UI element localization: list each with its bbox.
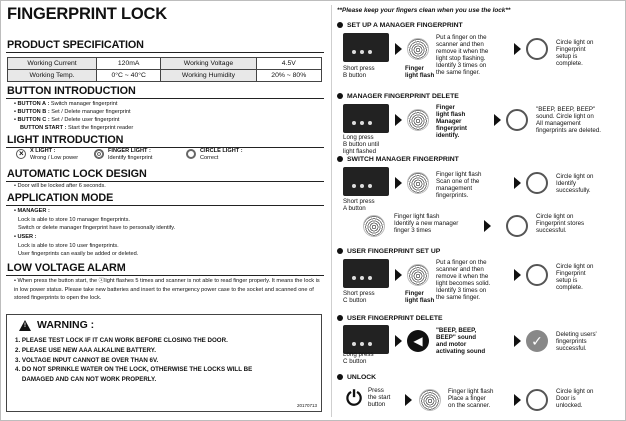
press-label: Short press B button	[343, 65, 375, 79]
step-desc: Finger light flash Manager fingerprint identify.	[436, 104, 467, 139]
user-line: Lock is able to store 10 user fingerprints.	[18, 243, 119, 249]
circle-light-icon	[526, 264, 548, 286]
press-label: Press the start button	[368, 387, 391, 408]
rule	[6, 275, 324, 276]
button-value: Start the fingerprint reader	[66, 125, 134, 131]
warning-triangle-icon: !	[19, 320, 31, 331]
spec-heading: PRODUCT SPECIFICATION	[7, 39, 144, 51]
button-value: Set / Delete manager fingerprint	[49, 109, 131, 115]
arrow-icon	[395, 43, 402, 55]
step-result: Circle light on Door is unlocked.	[556, 388, 594, 409]
fingerprint-icon	[94, 149, 104, 159]
arrow-icon	[514, 269, 521, 281]
step-result: Circle light on Fingerprint setup is complete.	[556, 39, 594, 67]
bullet-icon	[337, 156, 343, 162]
bullet-icon	[337, 22, 343, 28]
arrow-icon	[395, 269, 402, 281]
flash-label: Finger light flash	[405, 290, 435, 304]
button-value: Switch manager fingerprint	[49, 101, 118, 107]
arrow-icon	[395, 177, 402, 189]
table-cell: Working Voltage	[161, 58, 256, 70]
button-item	[14, 108, 131, 116]
user-label: • USER :	[14, 234, 37, 240]
arrow-icon	[494, 114, 501, 126]
circle-light-icon	[526, 38, 548, 60]
arrow-icon	[514, 394, 521, 406]
table-cell: 0°C ~ 40°C	[96, 70, 160, 82]
step-result: "BEEP, BEEP, BEEP" sound. Circle light on All management fingerprints are deleted.	[536, 106, 602, 134]
button-key: • BUTTON C :	[14, 117, 50, 123]
step-result: Circle light on Identify successfully.	[556, 173, 594, 194]
fingerprint-icon	[407, 172, 429, 194]
check-icon: ✓	[526, 330, 548, 352]
arrow-icon	[514, 43, 521, 55]
step-heading: UNLOCK	[337, 374, 376, 381]
lock-panel-icon	[343, 259, 389, 288]
table-cell: Working Current	[8, 58, 97, 70]
user-line: User fingerprints can easily be added or deleted.	[18, 251, 139, 257]
alarm-heading: LOW VOLTAGE ALARM	[7, 262, 126, 274]
step-result: Deleting users' fingerprints successful.	[556, 331, 597, 352]
spec-table	[7, 57, 322, 82]
fingerprint-icon	[407, 264, 429, 286]
fingerprint-icon	[407, 109, 429, 131]
step-result: Circle light on Fingerprint stores successful.	[536, 213, 585, 234]
step-result: Circle light on Fingerprint setup is complete.	[556, 263, 594, 291]
manager-line: Switch or delete manager fingerprint have to personally identify.	[18, 225, 176, 231]
fingerprint-icon	[407, 38, 429, 60]
press-label: Long press B button until light flashed	[343, 134, 380, 155]
press-label: Short press A button	[343, 198, 375, 212]
manager-line: Lock is able to store 10 manager fingerprints.	[18, 217, 130, 223]
step-heading: SET UP A MANAGER FINGERPRINT	[337, 22, 463, 29]
step-desc: Finger light flash Scan one of the management fingerprints.	[436, 171, 482, 199]
fingerprint-icon	[363, 215, 385, 237]
alarm-text: • When press the button start, the ⓧlight flashes 5 times and scanner is not able to read finger properly. It means the lock is in low power status. Please take new batteries and insert to the emergency power case to the socket and scanned one of stored fingerprints to open the lock.	[14, 278, 320, 301]
button-value: Set / Delete user fingerprint	[49, 117, 120, 123]
step-desc: Put a finger on the scanner and then remove it when the light becomes solid. Identify 3 times on the same finger.	[436, 259, 491, 301]
button-key: • BUTTON B :	[14, 109, 50, 115]
x-light-icon: ×	[16, 149, 26, 159]
step-desc: Finger light flash Identify a new manager finger 3 times	[394, 213, 459, 234]
finger-light-label: FINGER LIGHT : Identify fingerprint	[108, 148, 153, 161]
page-title: FINGERPRINT LOCK	[7, 5, 167, 23]
warning-item: DAMAGED AND CAN NOT WORK PROPERLY.	[15, 376, 157, 384]
press-label: Short press C button	[343, 290, 375, 304]
circle-light-icon	[186, 149, 196, 159]
table-cell: Working Temp.	[8, 70, 97, 82]
arrow-icon	[484, 220, 491, 232]
step-heading: USER FINGERPRINT SET UP	[337, 248, 440, 255]
button-item	[20, 124, 133, 132]
lock-panel-icon	[343, 33, 389, 62]
step-desc: Put a finger on the scanner and then remove it when the light stop flashing. Identify 3 times on the same finger.	[436, 34, 489, 76]
rule	[6, 52, 324, 53]
step-desc: Finger light flash Place a finger on the scanner.	[448, 388, 494, 409]
circle-light-icon	[506, 215, 528, 237]
arrow-icon	[514, 335, 521, 347]
arrow-icon	[395, 335, 402, 347]
manager-label: • MANAGER :	[14, 208, 50, 214]
rule	[6, 98, 324, 99]
arrow-icon	[395, 114, 402, 126]
doc-code: 20170713	[296, 403, 317, 408]
bullet-icon	[337, 93, 343, 99]
warning-box	[6, 314, 322, 412]
circle-light-label: CIRCLE LIGHT : Correct	[200, 148, 243, 161]
step-heading: USER FINGERPRINT DELETE	[337, 315, 443, 322]
button-key: BUTTON START :	[20, 125, 67, 131]
lock-panel-icon	[343, 104, 389, 133]
button-key: • BUTTON A :	[14, 101, 50, 107]
circle-light-icon	[506, 109, 528, 131]
warning-item: 2. PLEASE USE NEW AAA ALKALINE BATTERY.	[15, 346, 156, 354]
light-heading: LIGHT INTRODUCTION	[7, 134, 124, 146]
table-cell: 120mA	[96, 58, 160, 70]
light-legend	[14, 148, 314, 166]
bullet-icon	[337, 374, 343, 380]
x-light-label: X LIGHT : Wrong / Low power	[30, 148, 79, 161]
circle-light-icon	[526, 172, 548, 194]
warning-list	[15, 336, 252, 385]
warning-item: 3. VOLTAGE INPUT CANNOT BE OVER THAN 6V.	[15, 356, 159, 364]
flash-label: Finger light flash	[405, 65, 435, 79]
bullet-icon	[337, 315, 343, 321]
power-icon: ⏻	[346, 388, 362, 410]
circle-light-icon	[526, 389, 548, 411]
arrow-icon	[514, 177, 521, 189]
speaker-icon: ◀	[407, 330, 429, 352]
step-desc: "BEEP, BEEP, BEEP" sound and motor activating sound	[436, 327, 486, 355]
clean-finger-note: **Please keep your fingers clean when you use the lock**	[337, 7, 511, 14]
warning-item: 1. PLEASE TEST LOCK IF IT CAN WORK BEFORE CLOSING THE DOOR.	[15, 337, 228, 344]
arrow-icon	[405, 394, 412, 406]
table-cell: Working Humidity	[161, 70, 256, 82]
column-divider	[331, 5, 332, 417]
press-label: Long press C button	[343, 351, 374, 365]
mode-heading: APPLICATION MODE	[7, 192, 114, 204]
fingerprint-icon	[419, 389, 441, 411]
step-heading: MANAGER FINGERPRINT DELETE	[337, 93, 459, 100]
table-cell: 20% ~ 80%	[256, 70, 321, 82]
lock-panel-icon	[343, 325, 389, 354]
step-heading: SWITCH MANAGER FINGERPRINT	[337, 156, 459, 163]
rule	[6, 205, 324, 206]
button-item	[14, 100, 117, 108]
warning-heading: WARNING :	[37, 319, 95, 331]
table-cell: 4.5V	[256, 58, 321, 70]
button-item	[14, 116, 119, 124]
warning-item: 4. DO NOT SPRINKLE WATER ON THE LOCK, OTHERWISE THE LOCKS WILL BE	[15, 366, 253, 374]
table-row	[8, 70, 322, 82]
table-row	[8, 58, 322, 70]
button-heading: BUTTON INTRODUCTION	[7, 85, 136, 97]
lock-panel-icon	[343, 167, 389, 196]
auto-heading: AUTOMATIC LOCK DESIGN	[7, 168, 147, 180]
auto-text: • Door will be locked after 6 seconds.	[14, 183, 106, 189]
bullet-icon	[337, 248, 343, 254]
